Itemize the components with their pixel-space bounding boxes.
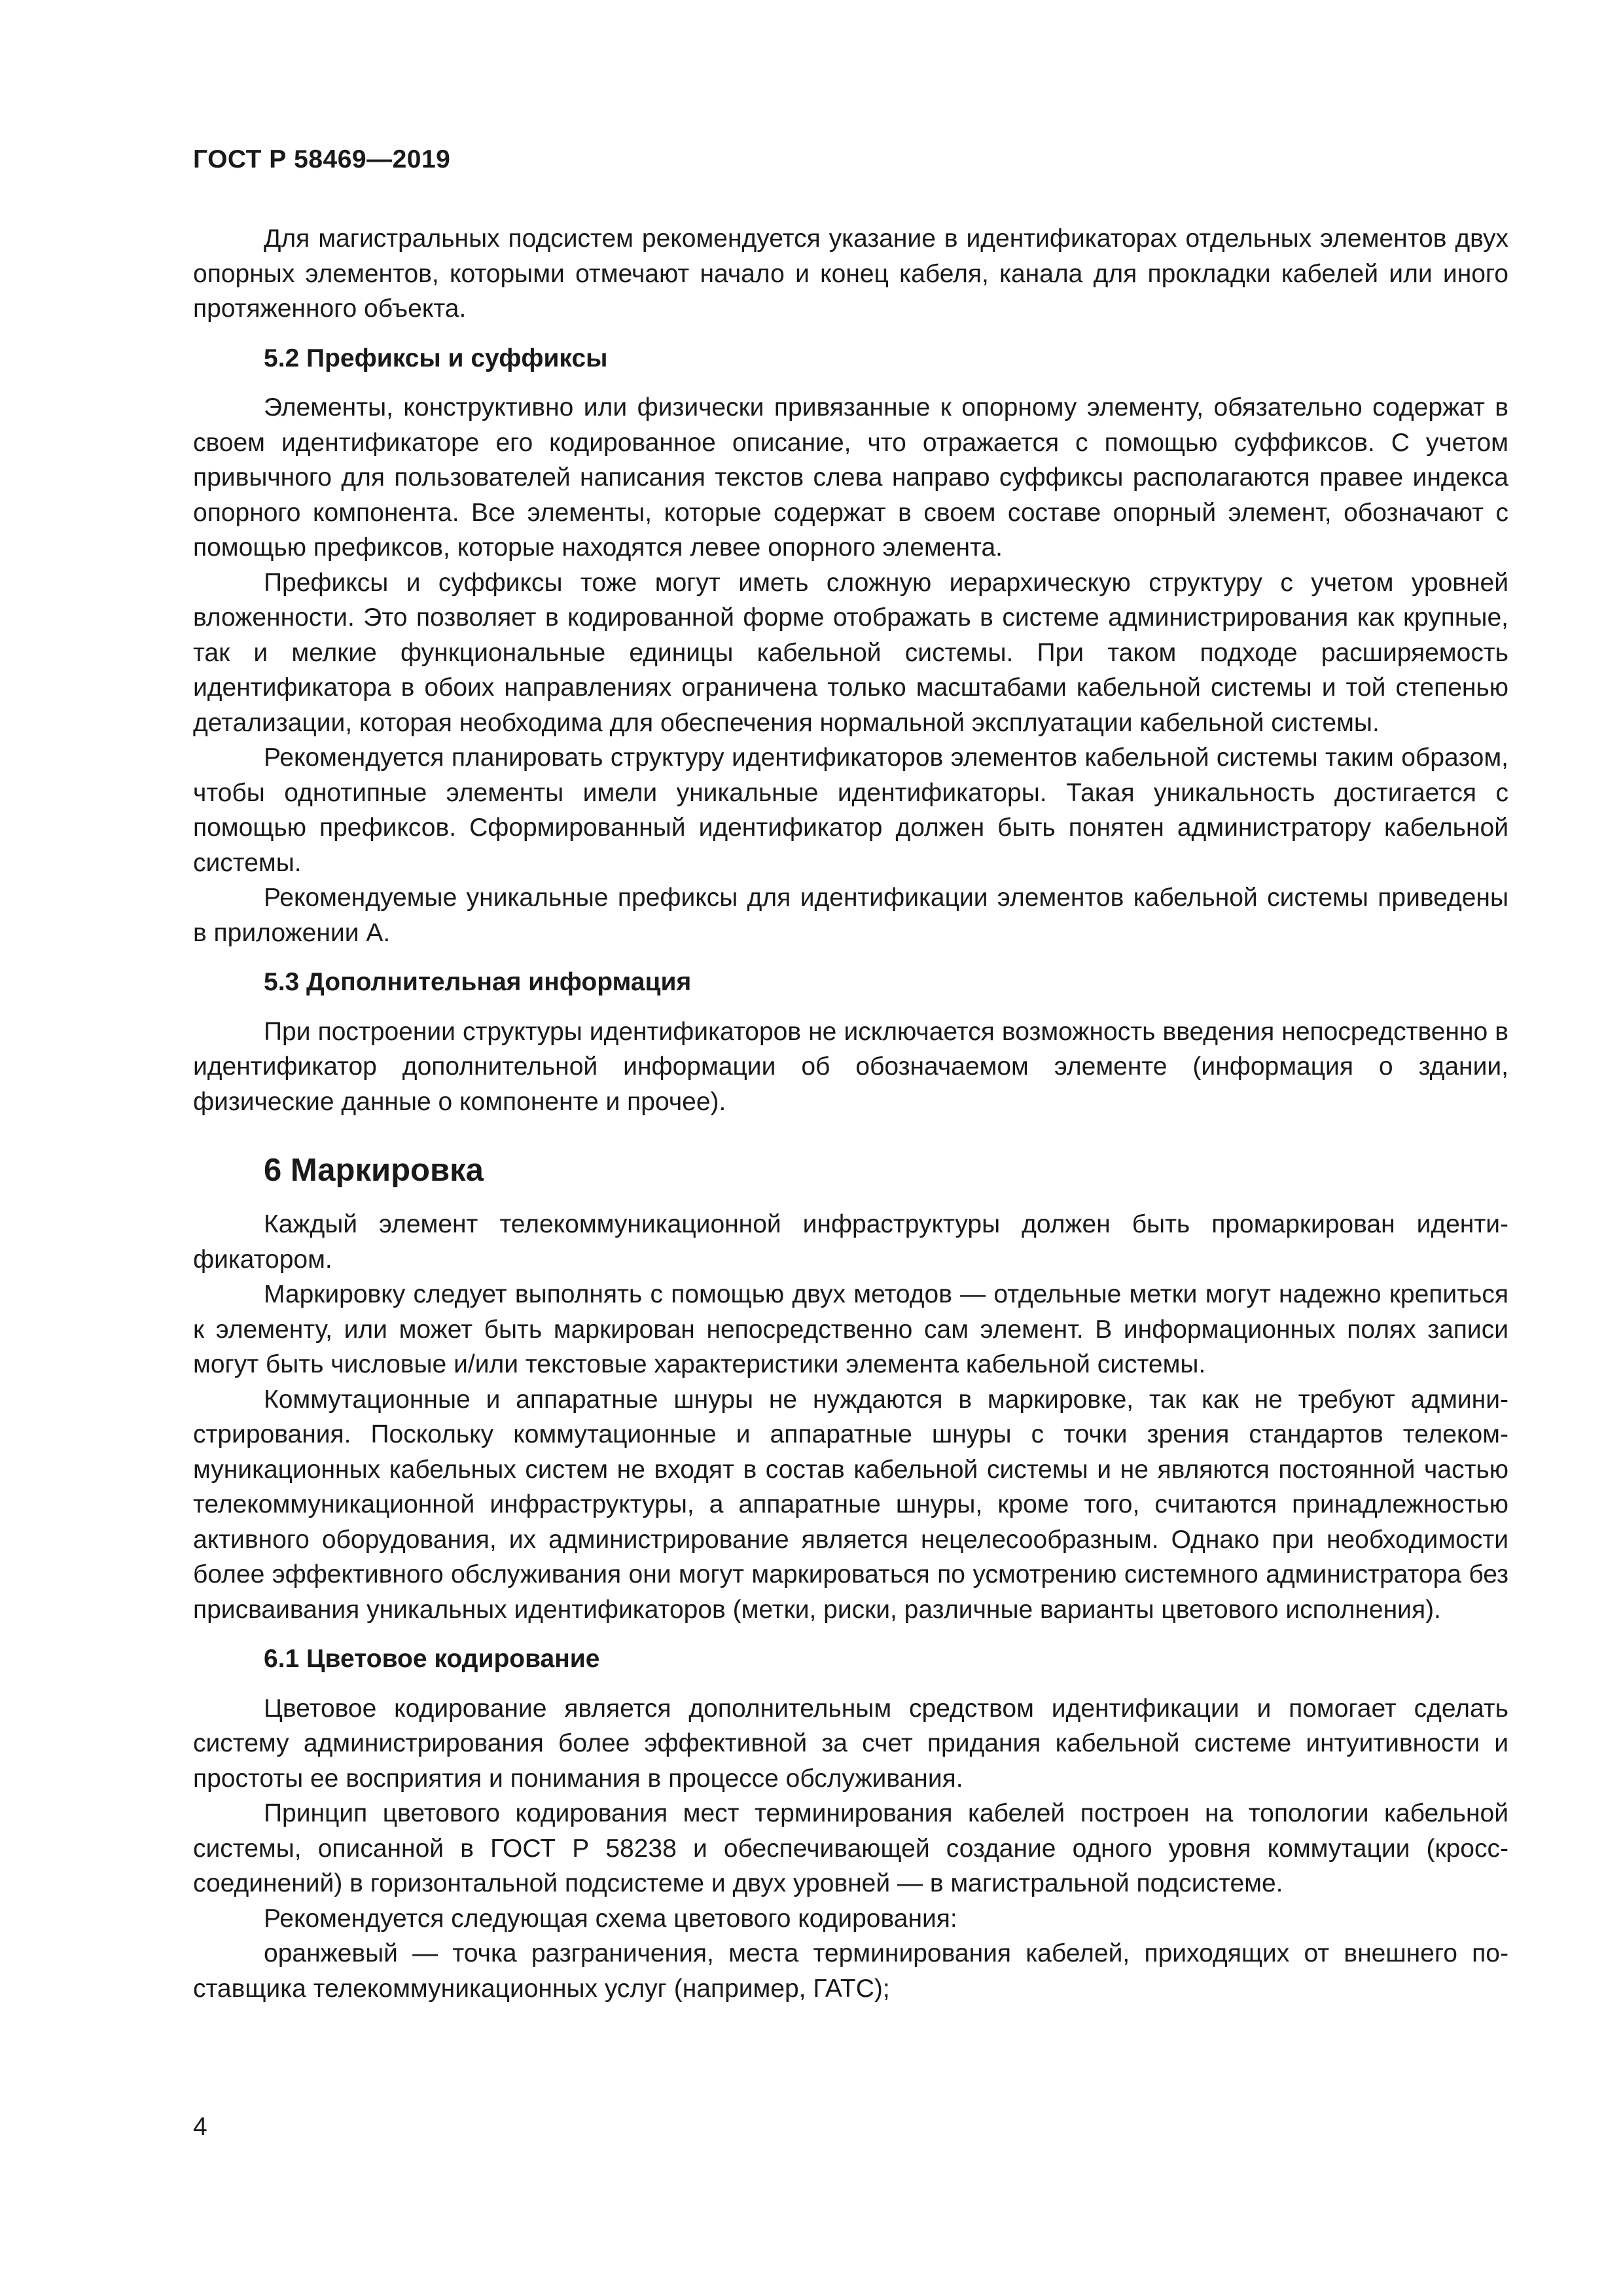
- paragraph: Рекомендуемые уникальные префиксы для идентификации элементов кабельной системы приведены в приложении А.: [193, 884, 1508, 947]
- paragraph: Рекомендуется следующая схема цветового кодирования:: [264, 1904, 957, 1933]
- section-heading-6: 6 Маркировка: [264, 1153, 484, 1188]
- section-heading-5-3: 5.3 Дополнительная информация: [264, 968, 692, 996]
- paragraph: Рекомендуется планировать структуру идентификаторов элементов кабельной системы таким образом, чтобы однотипные элементы имели уникальные идентификаторы. Такая уникальность достигается с помощью префиксов. Сформированный идентификатор должен быть понятен администратору кабельной системы.: [193, 744, 1508, 877]
- paragraph: Элементы, конструктивно или физически привязанные к опорному элементу, обязательно содержат в своем идентификаторе его кодированное описание, что отражается с помощью суффиксов. С учетом привычного для пользователей написания текстов слева направо суффиксы располагаются правее индекса опорного компонента. Все элементы, которые содержат в своем составе опорный элемент, обозначают с помощью префиксов, которые находятся левее опорного элемента.: [193, 393, 1508, 562]
- paragraph: Каждый элемент телекоммуникационной инфраструктуры должен быть промаркирован идентификатором.: [193, 1210, 1508, 1274]
- section-heading-5-2: 5.2 Префиксы и суффиксы: [264, 344, 608, 372]
- paragraph: оранжевый — точка разграничения, места терминирования кабелей, приходящих от внешнего поставщика телекоммуникационных услуг (например, ГАТС);: [193, 1939, 1508, 2003]
- paragraph: Префиксы и суффиксы тоже могут иметь сложную иерархическую структуру с учетом уровней вложенности. Это позволяет в кодированной форме отображать в системе администрирования как крупные, так и мелкие функциональные единицы кабельной системы. При таком подходе расширяемость идентификатора в обоих направлениях ограничена только масштабами кабельной системы и той степенью детализации, которая необходима для обеспечения нормальной эксплуатации кабельной системы.: [193, 568, 1508, 737]
- document-body: [193, 221, 1508, 2006]
- paragraph: Цветовое кодирование является дополнительным средством идентификации и помогает сделать систему администрирования более эффективной за счет придания кабельной системе интуитивности и простоты ее восприятия и понимания в процессе обслуживания.: [193, 1694, 1508, 1793]
- paragraph: Маркировку следует выполнять с помощью двух методов — отдельные метки могут надежно крепиться к элементу, или может быть маркирован непосредственно сам элемент. В информационных полях записи могут быть числовые и/или текстовые характеристики элемента кабельной системы.: [193, 1280, 1508, 1378]
- page-number: 4: [193, 2113, 207, 2141]
- paragraph: Для магистральных подсистем рекомендуется указание в идентификаторах отдельных элементов двух опорных элементов, которыми отмечают начало и конец кабеля, канала для прокладки кабелей или иного протяженного объекта.: [193, 224, 1508, 323]
- document-header: ГОСТ Р 58469—2019: [193, 145, 451, 173]
- paragraph: При построении структуры идентификаторов не исключается возможность введения непосредственно в идентификатор дополнительной информации об обозначаемом элементе (информация о здании, физические данные о компоненте и прочее).: [193, 1017, 1508, 1116]
- paragraph: Принцип цветового кодирования мест терминирования кабелей построен на топологии кабельной системы, описанной в ГОСТ Р 58238 и обеспечивающей создание одного уровня коммутации (кросссоединений) в горизонтальной подсистеме и двух уровней — в магистральной подсистеме.: [193, 1799, 1508, 1897]
- section-heading-6-1: 6.1 Цветовое кодирование: [264, 1645, 600, 1673]
- paragraph: Коммутационные и аппаратные шнуры не нуждаются в маркировке, так как не требуют администрирования. Поскольку коммутационные и аппаратные шнуры с точки зрения стандартов телекоммуникационных кабельных систем не входят в состав кабельной системы и не являются постоянной частью телекоммуникационной инфраструктуры, а аппаратные шнуры, кроме того, считаются принадлежностью активного оборудования, их администрирование является нецелесообразным. Однако при необходимости более эффективного обслуживания они могут маркироваться по усмотрению системного администратора без присваивания уникальных идентификаторов (метки, риски, различные варианты цветового исполнения).: [193, 1385, 1508, 1624]
